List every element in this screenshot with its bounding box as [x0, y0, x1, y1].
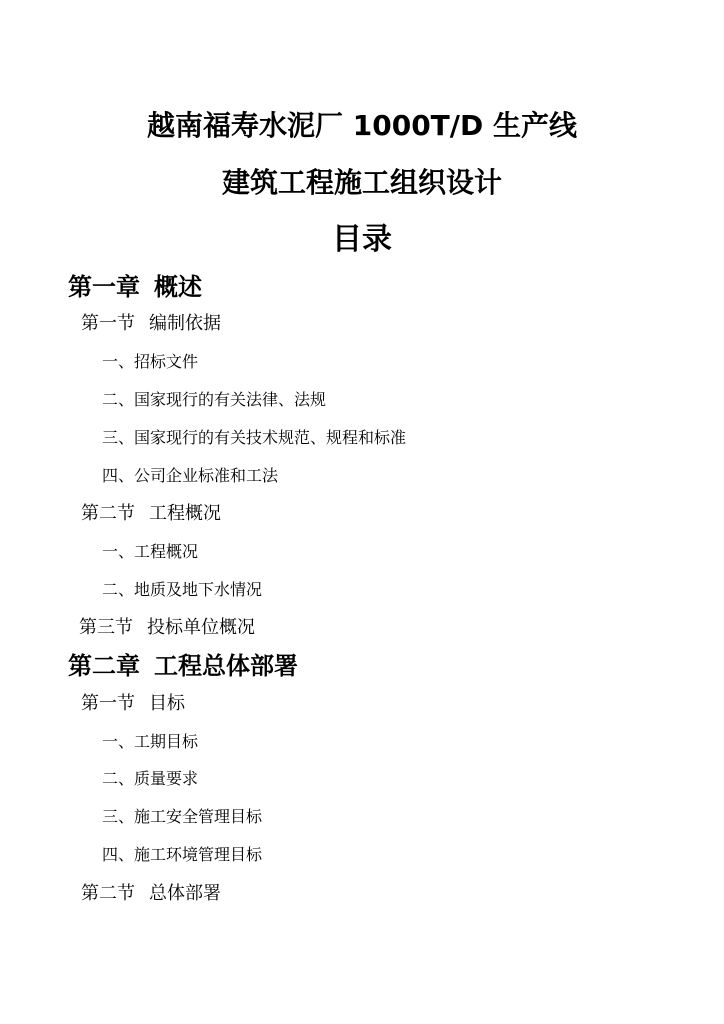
- toc-section-number: 第二节: [81, 883, 135, 904]
- toc-item-1-1-1[interactable]: 一、招标文件: [102, 352, 199, 371]
- toc-section-1-2[interactable]: [81, 501, 221, 527]
- toc-chapter-title: 概述: [154, 273, 202, 301]
- toc-chapter-number: 第二章: [68, 652, 140, 680]
- toc-section-title: 总体部署: [149, 883, 221, 904]
- toc-section-title: 目标: [149, 693, 185, 714]
- document-title-line1: 越南福寿水泥厂 1000T/D 生产线: [147, 109, 577, 142]
- toc-chapter-number: 第一章: [68, 273, 140, 301]
- toc-item-2-1-2[interactable]: 二、质量要求: [102, 769, 199, 788]
- toc-section-1-3[interactable]: [79, 615, 255, 641]
- toc-item-1-2-1[interactable]: 一、工程概况: [102, 542, 199, 561]
- toc-section-2-2[interactable]: [81, 881, 221, 907]
- toc-item-2-1-4[interactable]: 四、施工环境管理目标: [102, 845, 263, 864]
- toc-section-title: 编制依据: [149, 313, 221, 334]
- toc-section-2-1[interactable]: [81, 691, 185, 717]
- toc-item-1-2-2[interactable]: 二、地质及地下水情况: [102, 580, 263, 599]
- toc-section-1-1[interactable]: [81, 311, 221, 337]
- toc-section-title: 工程概况: [149, 503, 221, 524]
- toc-section-number: 第一节: [81, 693, 135, 714]
- toc-item-2-1-1[interactable]: 一、工期目标: [102, 732, 199, 751]
- toc-item-1-1-3[interactable]: 三、国家现行的有关技术规范、规程和标准: [102, 428, 407, 447]
- toc-section-title: 投标单位概况: [147, 617, 255, 638]
- toc-chapter-2[interactable]: [68, 651, 298, 681]
- toc-item-2-1-3[interactable]: 三、施工安全管理目标: [102, 807, 263, 826]
- toc-section-number: 第一节: [81, 313, 135, 334]
- toc-section-number: 第三节: [79, 617, 133, 638]
- document-title-line3: 目录: [332, 222, 392, 257]
- document-title-line2: 建筑工程施工组织设计: [221, 166, 502, 199]
- toc-item-1-1-2[interactable]: 二、国家现行的有关法律、法规: [102, 390, 327, 409]
- toc-chapter-title: 工程总体部署: [154, 652, 298, 680]
- toc-chapter-1[interactable]: [68, 272, 202, 302]
- toc-item-1-1-4[interactable]: 四、公司企业标准和工法: [102, 466, 279, 485]
- toc-section-number: 第二节: [81, 503, 135, 524]
